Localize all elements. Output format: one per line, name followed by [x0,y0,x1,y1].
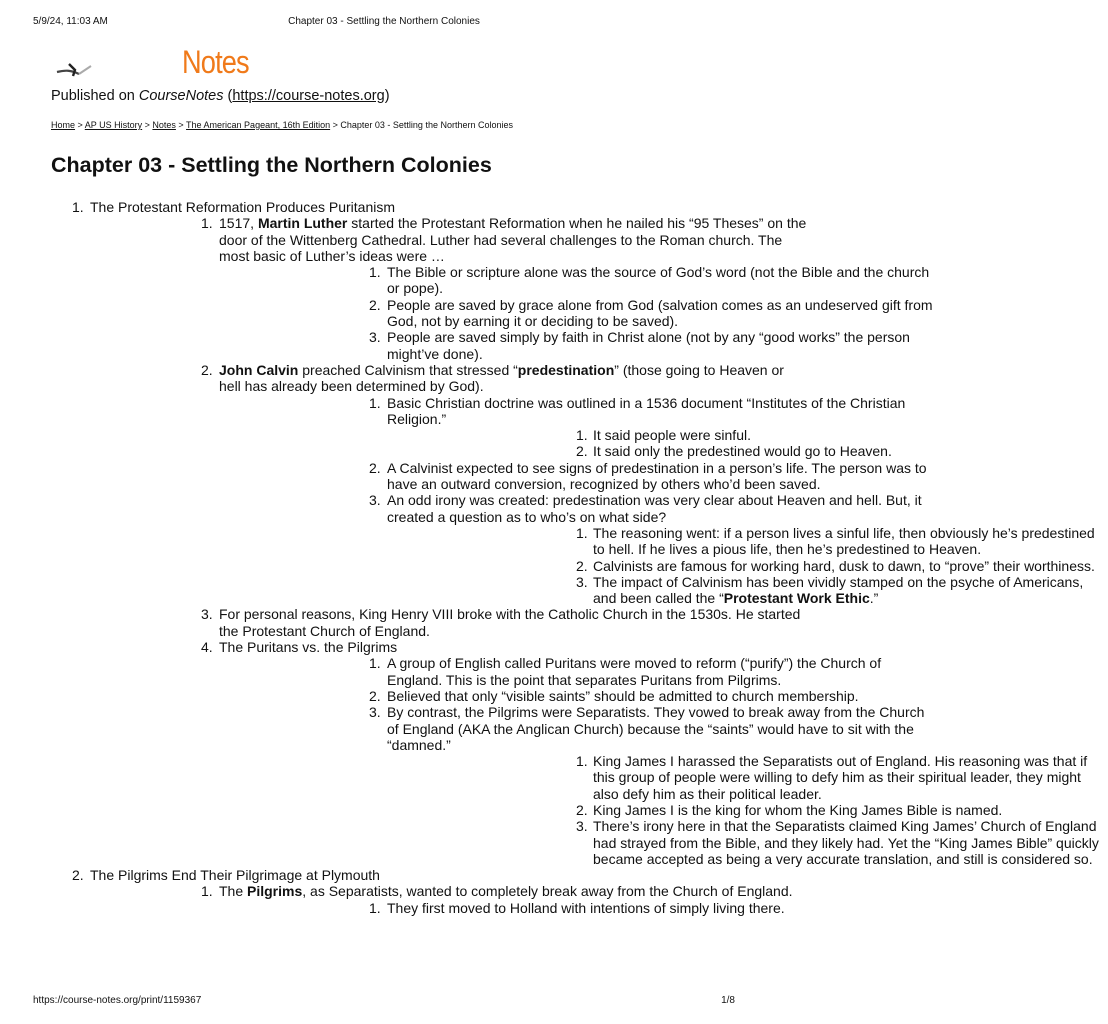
section-heading: The Pilgrims End Their Pilgrimage at Plymouth [90,867,380,884]
print-title: Chapter 03 - Settling the Northern Colonies [288,16,480,27]
list-item: 1. The reasoning went: if a person lives a sinful life, then obviously he’s predestined to hell. If he lives a pious life, then he’s predestined to Heaven. [576,524,1095,558]
breadcrumb: Home > AP US History > Notes > The American Pageant, 16th Edition > Chapter 03 - Settling the Northern Colonies [51,120,513,130]
breadcrumb-home[interactable]: Home [51,120,76,130]
list-item: 1. They first moved to Holland with intentions of simply living there. [369,899,785,916]
list-item: 1. King James I harassed the Separatists out of England. His reasoning was that if this group of people were willing to defy him as their spiritual leader, they might also defy him as their political leader. [576,753,1088,802]
notes-outline [0,199,1099,916]
print-url: https://course-notes.org/print/1159367 [33,995,202,1006]
section-item: 1. The Protestant Reformation Produces Puritanism 1. 1517, Martin Luther started the Protestant Reformation when he nailed his “95 Theses” on the door of the Wittenberg Cathedral. Luther had several challenges to the Roman church. The most basic of Luther’s ideas were … 1. The Bible or scripture alone was the source of God’s word (not the Bible and the church or pope). 2. People are saved by grace alone from God (salvation comes as an undeserved gift from God, not by earning it or deciding to be saved). 3. People are saved simply by faith in Christ alone (not by any “good works” the person might’ve done). 2. John Calvin preached Calvinism that stressed “predestination” (those going to Heaven or hell has already been determined by God). 1. Basic Christian doctrine was outlined in a 1536 document “Institutes of the Christian Religion.” 1. It said people were sinful. 2. It said only the predestined would go to Heaven. 2. A Calvinist expected to see signs of predestination in a person’s life. The person was to have an outward conversion, recognized by others who’d been saved. 3. An odd irony was created: predestination was very clear about Heaven and hell. But, it created a question as to who’s on what side? 1. The reasoning went: if a person lives a sinful life, then obviously he’s predestined to hell. If he lives a pious life, then he’s predestined to Heaven. 2. Calvinists are famous for working hard, dusk to dawn, to “prove” their worthiness. 3. The impact of Calvinism has been vividly stamped on the psyche of Americans, and been called the “Protestant Work Ethic.” 3. For personal reasons, King Henry VIII broke with the Catholic Church in the 1530s. He started the Protestant Church of England. 4. The Puritans vs. the Pilgrims 1. A group of English called Puritans were moved to reform (“purify”) the Church of England. This is the point that separates Puritans from Pilgrims. 2. Believed that only “visible saints” should be admitted to church membership. 3. By contrast, the Pilgrims were Separatists. They vowed to break away from the Church of England (AKA the Anglican Church) because the “saints” would have to sit with the “damned.” 1. King James I harassed the Separatists out of England. His reasoning was that if this group of people were willing to defy him as their spiritual leader, they might also defy him as their political leader. 2. King James I is the king for whom the King James Bible is named. 3. There’s irony here in that the Separatists claimed King James’ Church of England had strayed from the Bible, and they likely had. Yet the “King James Bible” quickly became accepted as being a very accurate translation, and still is considered so. [72,199,1099,867]
list-item: 2. A Calvinist expected to see signs of predestination in a person’s life. The person was to have an outward conversion, recognized by others who’d been saved. [369,459,927,493]
breadcrumb-pageant[interactable]: The American Pageant, 16th Edition [186,120,331,130]
item-text: John Calvin preached Calvinism that stressed “predestination” (those going to Heaven or hell has already been determined by God). [219,361,784,395]
list-item: 2. Calvinists are famous for working hard, dusk to dawn, to “prove” their worthiness. [576,557,1095,574]
page-number: 1/8 [721,995,735,1006]
list-item: 1. A group of English called Puritans were moved to reform (“purify”) the Church of England. This is the point that separates Puritans from Pilgrims. [369,655,882,688]
list-item: 2. John Calvin preached Calvinism that stressed “predestination” (those going to Heaven or hell has already been determined by God). 1. Basic Christian doctrine was outlined in a 1536 document “Institutes of the Christian Religion.” 1. It said people were sinful. 2. It said only the predestined would go to Heaven. 2. A Calvinist expected to see signs of predestination in a person’s life. The person was to have an outward conversion, recognized by others who’d been saved. 3. An odd irony was created: predestination was very clear about Heaven and hell. But, it created a question as to who’s on what side? 1. The reasoning went: if a person lives a sinful life, then obviously he’s predestined to hell. If he lives a pious life, then he’s predestined to Heaven. 2. Calvinists are famous for working hard, dusk to dawn, to “prove” their worthiness. 3. The impact of Calvinism has been vividly stamped on the psyche of Americans, and been called the “Protestant Work Ethic.” [201,361,1095,607]
coursenotes-logo[interactable] [55,44,275,86]
list-item: 2. It said only the predestined would go to Heaven. [576,443,892,460]
list-item: 3. By contrast, the Pilgrims were Separatists. They vowed to break away from the Church of England (AKA the Anglican Church) because the “saints” would have to sit with the “damned.” 1. King James I harassed the Separatists out of England. His reasoning was that if this group of people were willing to defy him as their spiritual leader, they might also defy him as their political leader. 2. King James I is the king for whom the King James Bible is named. 3. There’s irony here in that the Separatists claimed King James’ Church of England had strayed from the Bible, and they likely had. Yet the “King James Bible” quickly became accepted as being a very accurate translation, and still is considered so. [369,704,1099,867]
list-item: 3. People are saved simply by faith in Christ alone (not by any “good works” the person might’ve done). [369,329,910,362]
breadcrumb-notes[interactable]: Notes [152,120,176,130]
item-text: 1517, Martin Luther started the Protestant Reformation when he nailed his “95 Theses” on the door of the Wittenberg Cathedral. Luther had several challenges to the Roman church. The most basic of Luther’s ideas were … [219,215,807,264]
list-item: 2. King James I is the king for whom the King James Bible is named. [576,801,1003,818]
published-line: Published on CourseNotes (https://course-notes.org) [51,88,390,104]
page-title: Chapter 03 - Settling the Northern Colonies [51,153,492,177]
section-heading: The Protestant Reformation Produces Puritanism [90,199,396,215]
list-item: 1. The Pilgrims, as Separatists, wanted to completely break away from the Church of England. 1. They first moved to Holland with intentions of simply living there. [201,883,793,916]
list-item: 1. Basic Christian doctrine was outlined in a 1536 document “Institutes of the Christian Religion.” 1. It said people were sinful. 2. It said only the predestined would go to Heaven. [369,394,906,460]
list-item: 3. The impact of Calvinism has been vividly stamped on the psyche of Americans, and been called the “Protestant Work Ethic.” [576,573,1084,607]
list-item: 4. The Puritans vs. the Pilgrims 1. A group of English called Puritans were moved to reform (“purify”) the Church of England. This is the point that separates Puritans from Pilgrims. 2. Believed that only “visible saints” should be admitted to church membership. 3. By contrast, the Pilgrims were Separatists. They vowed to break away from the Church of England (AKA the Anglican Church) because the “saints” would have to sit with the “damned.” 1. King James I harassed the Separatists out of England. His reasoning was that if this group of people were willing to defy him as their spiritual leader, they might also defy him as their political leader. 2. King James I is the king for whom the King James Bible is named. 3. There’s irony here in that the Separatists claimed King James’ Church of England had strayed from the Bible, and they likely had. Yet the “King James Bible” quickly became accepted as being a very accurate translation, and still is considered so. [201,639,1099,867]
breadcrumb-current: Chapter 03 - Settling the Northern Colonies [340,120,513,130]
list-item: 2. Believed that only “visible saints” should be admitted to church membership. [369,687,859,704]
print-datetime: 5/9/24, 11:03 AM [33,16,108,27]
list-item: 1. 1517, Martin Luther started the Protestant Reformation when he nailed his “95 Theses” on the door of the Wittenberg Cathedral. Luther had several challenges to the Roman church. The most basic of Luther’s ideas were … 1. The Bible or scripture alone was the source of God’s word (not the Bible and the church or pope). 2. People are saved by grace alone from God (salvation comes as an undeserved gift from God, not by earning it or deciding to be saved). 3. People are saved simply by faith in Christ alone (not by any “good works” the person might’ve done). [201,215,933,362]
logo-text: Notes [182,44,249,80]
list-item: 1. The Bible or scripture alone was the source of God’s word (not the Bible and the church or pope). [369,264,930,297]
list-item: 3. For personal reasons, King Henry VIII broke with the Catholic Church in the 1530s. He started the Protestant Church of England. [201,606,801,639]
site-name: CourseNotes [138,88,224,104]
list-item: 2. People are saved by grace alone from God (salvation comes as an undeserved gift from God, not by earning it or deciding to be saved). [369,296,933,330]
logo-mark-icon [55,56,95,82]
list-item: 3. An odd irony was created: predestination was very clear about Heaven and hell. But, it created a question as to who’s on what side? 1. The reasoning went: if a person lives a sinful life, then obviously he’s predestined to hell. If he lives a pious life, then he’s predestined to Heaven. 2. Calvinists are famous for working hard, dusk to dawn, to “prove” their worthiness. 3. The impact of Calvinism has been vividly stamped on the psyche of Americans, and been called the “Protestant Work Ethic.” [369,492,1095,607]
list-item: 3. There’s irony here in that the Separatists claimed King James’ Church of England had strayed from the Bible, and they likely had. Yet the “King James Bible” quickly became accepted as being a very accurate translation, and still is considered so. [576,818,1099,867]
list-item: 1. It said people were sinful. [576,427,751,444]
breadcrumb-apush[interactable]: AP US History [84,120,143,130]
section-item: 2. The Pilgrims End Their Pilgrimage at Plymouth 1. The Pilgrims, as Separatists, wanted to completely break away from the Church of England. 1. They first moved to Holland with intentions of simply living there. [72,867,793,916]
site-link[interactable]: https://course-notes.org [232,88,385,104]
